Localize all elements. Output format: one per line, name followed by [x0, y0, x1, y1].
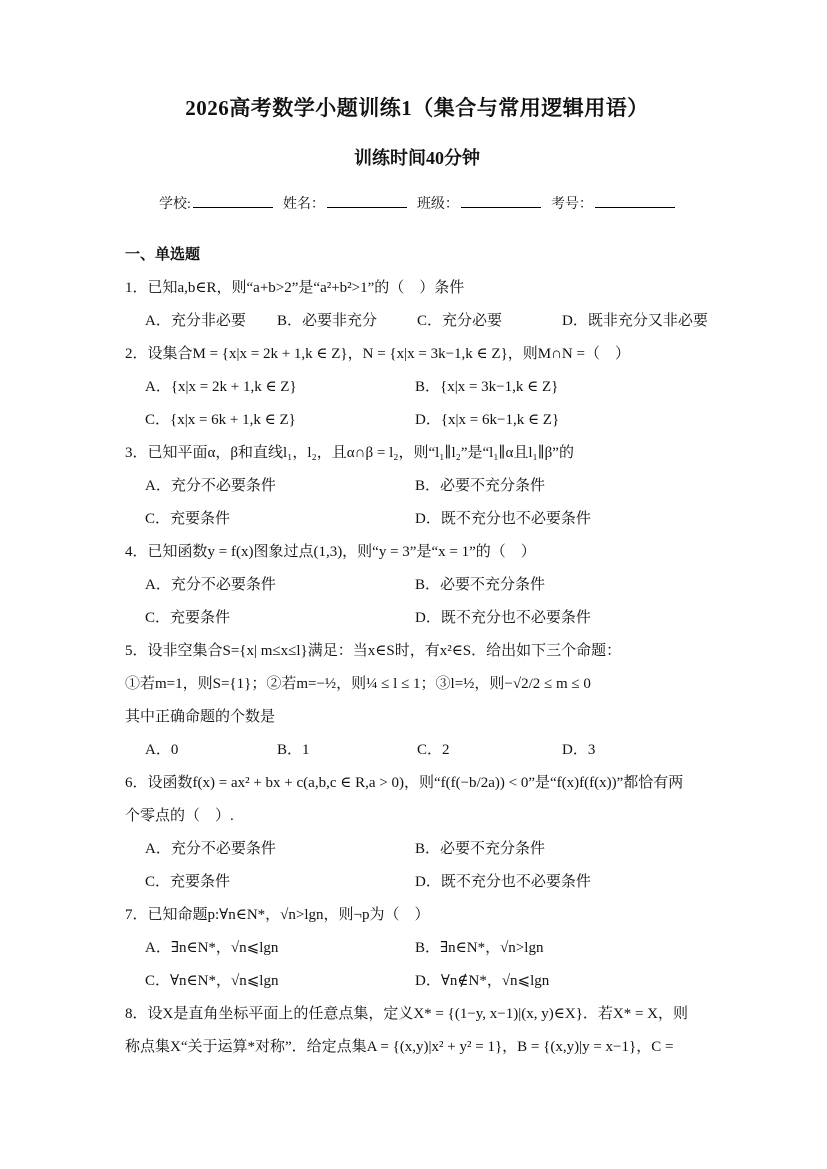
question-2-options: [125, 371, 709, 437]
question-4-option-a: A．充分不必要条件: [145, 576, 276, 593]
question-6-option-b: B．必要不充分条件: [415, 840, 546, 857]
question-8-text-line-1: 8．设X是直角坐标平面上的任意点集，定义X* = {(1−y, x−1)|(x, y)∈X}．若X* = X，则: [125, 1005, 689, 1022]
option-row: [145, 602, 709, 635]
question-5-option-b: B．1: [277, 741, 310, 758]
exam-no-label: 考号：: [550, 196, 593, 212]
question-7-text: 7．已知命题p:∀n∈N*，√n>lgn，则¬p为（ ）: [125, 906, 430, 923]
question-1-option-c: C．充分必要: [417, 312, 503, 329]
option-row: [145, 932, 709, 965]
question-5-text-line-3: 其中正确命题的个数是: [125, 708, 276, 725]
name-blank: [327, 193, 407, 208]
question-7-option-d: D．∀n∉N*，√n⩽lgn: [415, 972, 550, 989]
question-1-option-d: D．既非充分又非必要: [562, 312, 708, 329]
option-row: [145, 503, 709, 536]
school-label: 学校:: [159, 196, 191, 212]
exam-no-blank: [595, 193, 675, 208]
question-1-option-b: B．必要非充分: [277, 312, 378, 329]
question-1-option-a: A．充分非必要: [145, 312, 246, 329]
question-2: [125, 338, 709, 437]
option-row: [145, 866, 709, 899]
question-6-text-line-1: 6．设函数f(x) = ax² + bx + c(a,b,c ∈ R,a > 0)，则“f(f(−b/2a)) < 0”是“f(x)f(f(x))”都恰有两: [125, 774, 684, 791]
option-row: [145, 965, 709, 998]
option-row: [145, 569, 709, 602]
question-5-options: [125, 734, 709, 767]
question-4-options: [125, 569, 709, 635]
option-row: [145, 371, 709, 404]
question-3-option-a: A．充分不必要条件: [145, 477, 276, 494]
question-7-option-b: B．∃n∈N*，√n>lgn: [415, 939, 544, 956]
option-row: [145, 404, 709, 437]
question-2-option-c: C．{x|x = 6k + 1,k ∈ Z}: [145, 411, 296, 428]
question-3-text: 3．已知平面α，β和直线l₁，l₂，且α∩β = l₂，则“l₁∥l₂”是“l₁∥α且l₁∥β”的: [125, 444, 574, 461]
question-3-option-c: C．充要条件: [145, 510, 231, 527]
student-info-line: [125, 193, 709, 215]
question-6: [125, 767, 709, 899]
question-6-option-c: C．充要条件: [145, 873, 231, 890]
question-4-option-c: C．充要条件: [145, 609, 231, 626]
question-4-text: 4．已知函数y = f(x)图象过点(1,3)，则“y = 3”是“x = 1”的（ ）: [125, 543, 536, 560]
question-5: [125, 635, 709, 767]
question-3: [125, 437, 709, 536]
question-4-option-d: D．既不充分也不必要条件: [415, 609, 591, 626]
question-2-option-a: A．{x|x = 2k + 1,k ∈ Z}: [145, 378, 297, 395]
option-row: [145, 470, 709, 503]
question-2-option-d: D．{x|x = 6k−1,k ∈ Z}: [415, 411, 560, 428]
question-5-text-line-2: ①若m=1，则S={1}；②若m=−½，则¼ ≤ l ≤ 1；③l=½，则−√2/2 ≤ m ≤ 0: [125, 675, 591, 692]
question-3-option-b: B．必要不充分条件: [415, 477, 546, 494]
question-7-options: [125, 932, 709, 998]
question-5-option-d: D．3: [562, 741, 596, 758]
question-2-option-b: B．{x|x = 3k−1,k ∈ Z}: [415, 378, 559, 395]
question-6-text-line-2: 个零点的（ ）.: [125, 807, 234, 824]
question-3-options: [125, 470, 709, 536]
question-8-text-line-2: 称点集X“关于运算*对称”．给定点集A = {(x,y)|x² + y² = 1}，B = {(x,y)|y = x−1}，C =: [125, 1038, 674, 1055]
name-label: 姓名：: [282, 196, 325, 212]
question-7: [125, 899, 709, 998]
question-6-option-a: A．充分不必要条件: [145, 840, 276, 857]
question-4-option-b: B．必要不充分条件: [415, 576, 546, 593]
question-5-option-c: C．2: [417, 741, 450, 758]
question-1-options: [125, 305, 709, 338]
question-2-text: 2．设集合M = {x|x = 2k + 1,k ∈ Z}，N = {x|x = 3k−1,k ∈ Z}，则M∩N =（ ）: [125, 345, 630, 362]
class-blank: [461, 193, 541, 208]
question-6-option-d: D．既不充分也不必要条件: [415, 873, 591, 890]
question-8: [125, 998, 709, 1064]
question-5-text-line-1: 5．设非空集合S={x| m≤x≤l}满足：当x∈S时，有x²∈S．给出如下三个命题：: [125, 642, 622, 659]
section-title: 一、单选题: [125, 246, 201, 263]
option-row: [145, 833, 709, 866]
school-blank: [193, 193, 273, 208]
question-1-text: 1．已知a,b∈R，则“a+b>2”是“a²+b²>1”的（ ）条件: [125, 279, 465, 296]
question-1: [125, 272, 709, 338]
question-5-option-a: A．0: [145, 741, 179, 758]
page-title: 2026高考数学小题训练1（集合与常用逻辑用语）: [185, 96, 649, 120]
question-3-option-d: D．既不充分也不必要条件: [415, 510, 591, 527]
page-subtitle: 训练时间40分钟: [354, 148, 480, 169]
class-label: 班级：: [416, 196, 459, 212]
question-6-options: [125, 833, 709, 899]
question-7-option-c: C．∀n∈N*，√n⩽lgn: [145, 972, 279, 989]
question-7-option-a: A．∃n∈N*，√n⩽lgn: [145, 939, 279, 956]
question-4: [125, 536, 709, 635]
